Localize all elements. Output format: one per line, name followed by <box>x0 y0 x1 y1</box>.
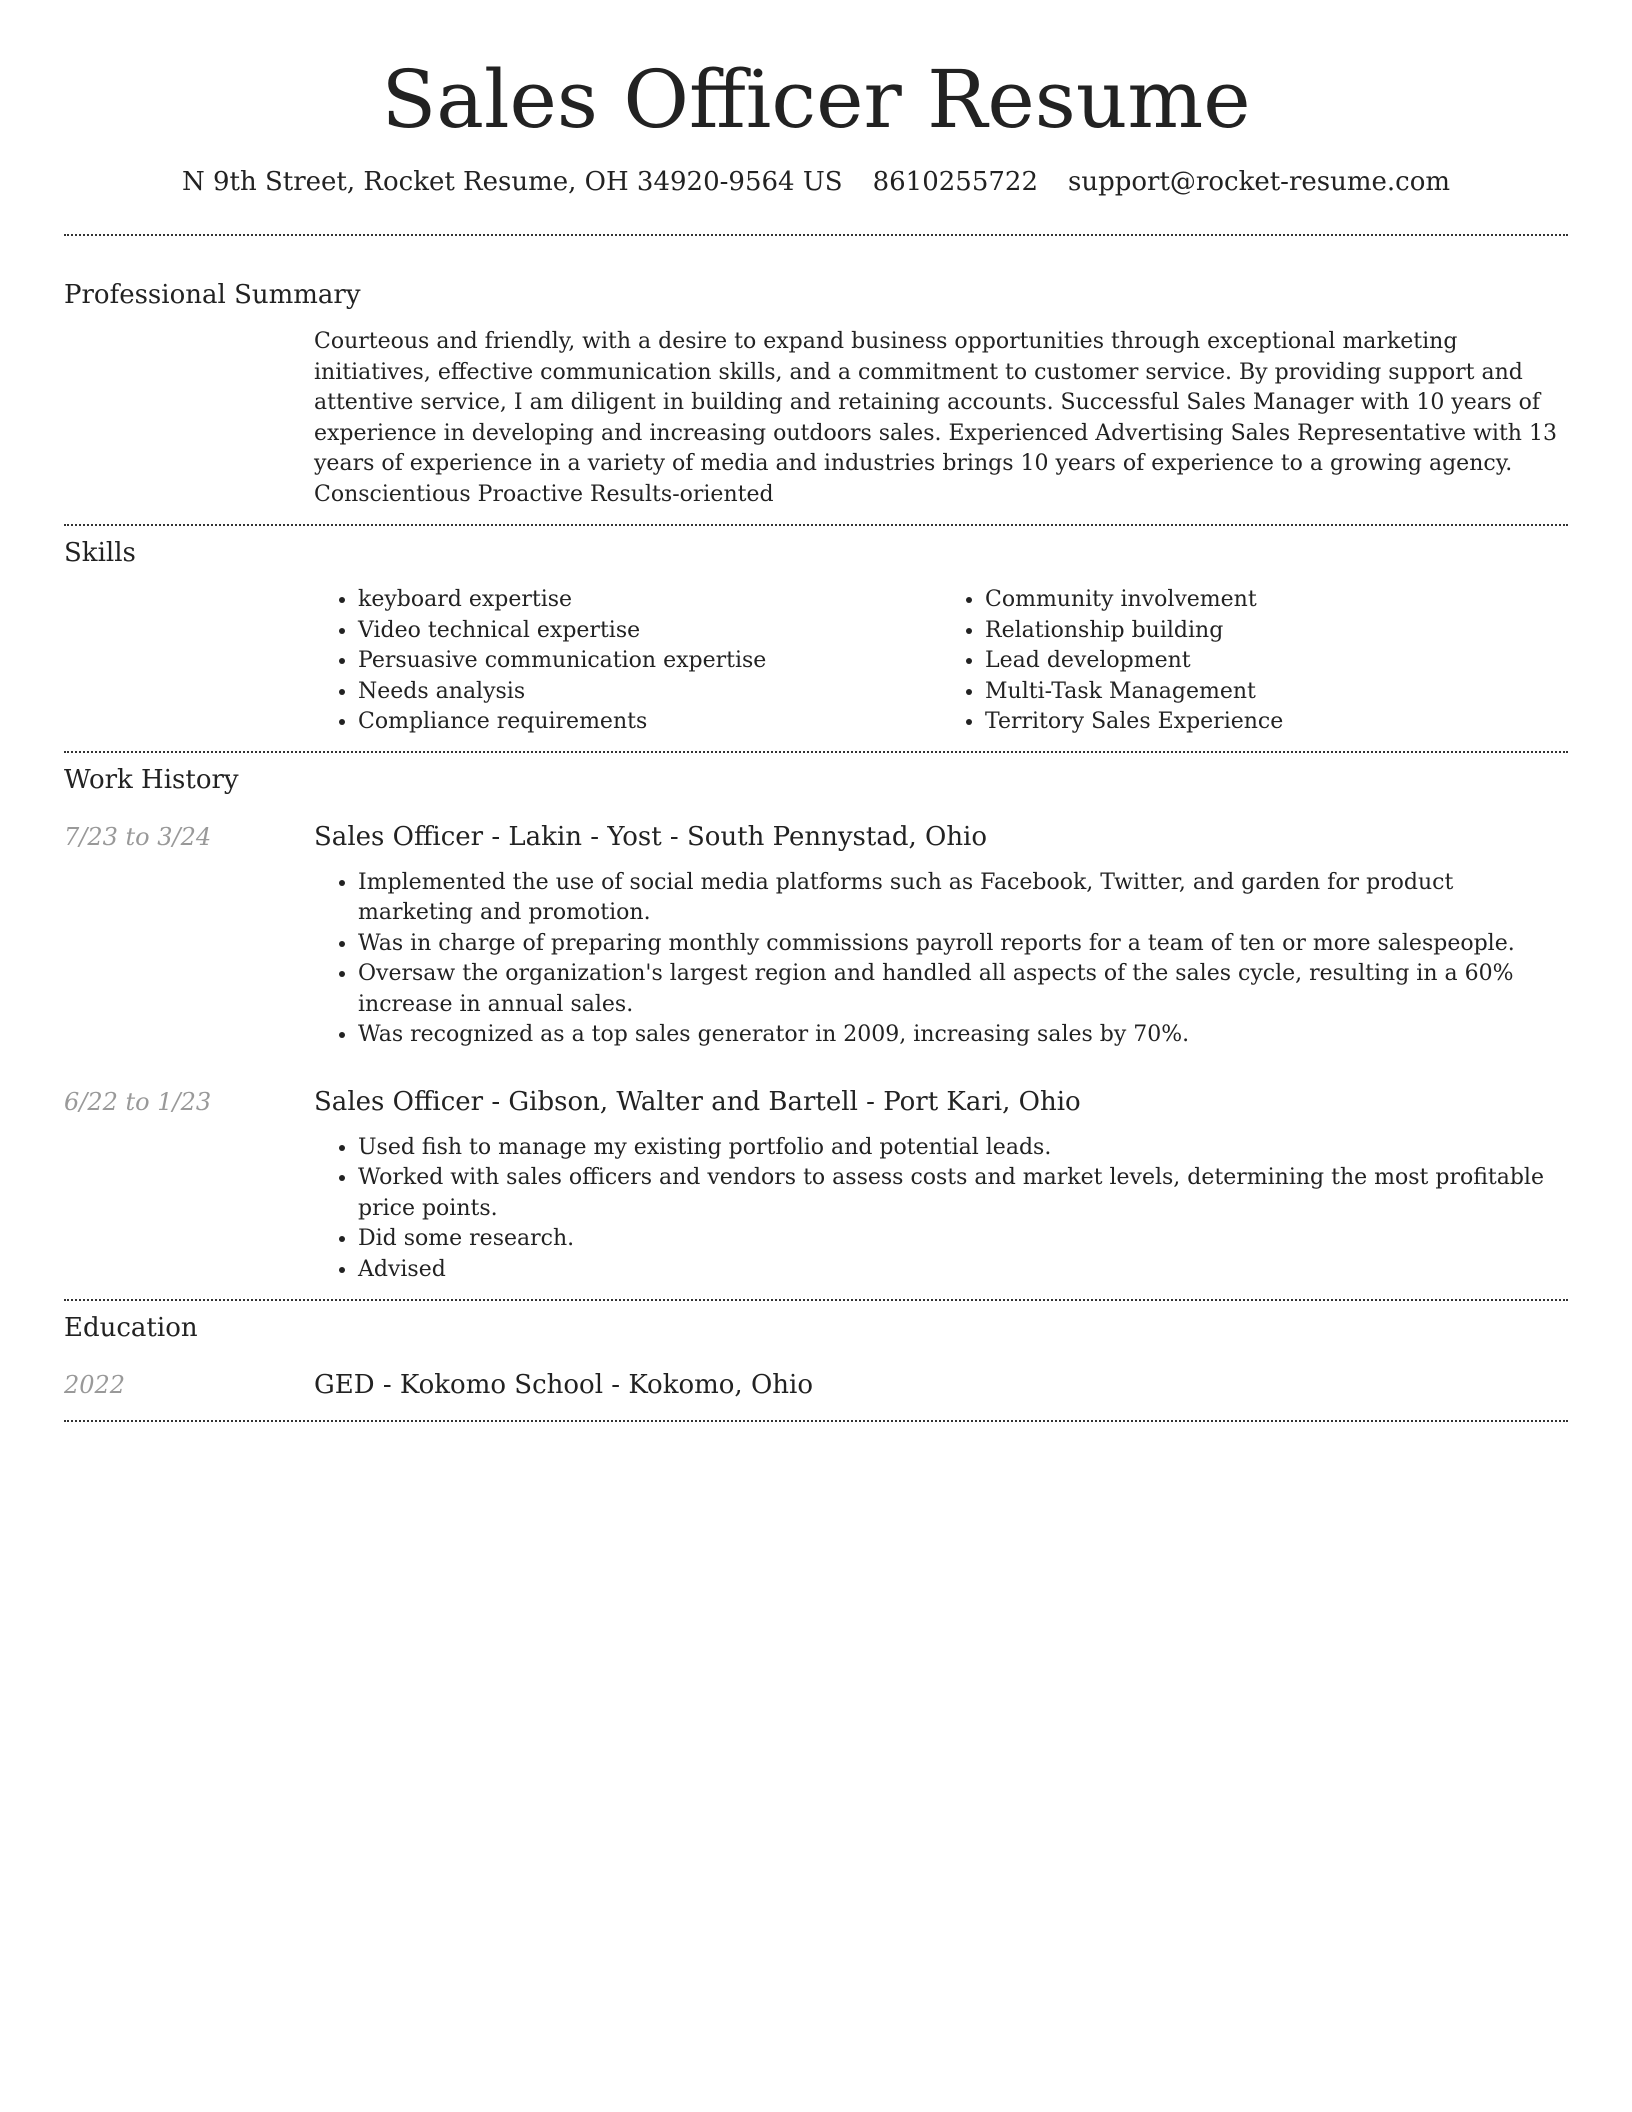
education-year: 2022 <box>64 1371 126 1399</box>
education-heading: Education <box>64 1313 198 1343</box>
skill-item: • Multi-Task Management <box>985 677 1568 708</box>
header-divider <box>64 234 1568 236</box>
job-dates: 7/23 to 3/24 <box>64 822 212 851</box>
resume-title: Sales Officer Resume <box>381 53 1251 146</box>
work-section <box>64 763 1568 1286</box>
job-dates: 6/22 to 1/23 <box>64 1087 212 1116</box>
education-title: GED - Kokomo School - Kokomo, Ohio <box>314 1370 813 1400</box>
skill-item: • Lead development <box>985 646 1568 677</box>
skills-divider <box>64 751 1568 753</box>
job-bullet: • Was in charge of preparing monthly commissions payroll reports for a team of ten or more salespeople. <box>358 929 1568 960</box>
skill-item: • Relationship building <box>985 616 1568 647</box>
job-bullet: • Used fish to manage my existing portfolio and potential leads. <box>358 1133 1568 1164</box>
job-bullet: • Was recognized as a top sales generator in 2009, increasing sales by 70%. <box>358 1020 1568 1051</box>
job-bullet: • Implemented the use of social media platforms such as Facebook, Twitter, and garden for product marketing and promotion. <box>358 868 1568 929</box>
contact-address: N 9th Street, Rocket Resume, OH 34920-9564 US <box>181 167 843 197</box>
education-divider <box>64 1420 1568 1422</box>
skills-section <box>64 536 1568 738</box>
skill-item: • Community involvement <box>985 585 1568 616</box>
work-heading: Work History <box>64 764 239 795</box>
summary-divider <box>64 524 1568 526</box>
contact-email: support@rocket-resume.com <box>1068 167 1451 197</box>
work-divider <box>64 1299 1568 1301</box>
skill-item: • Territory Sales Experience <box>985 707 1568 738</box>
job-bullets <box>314 1133 1568 1286</box>
contact-phone: 8610255722 <box>872 167 1039 197</box>
job-entry <box>64 820 1568 1051</box>
skill-item: • keyboard expertise <box>358 585 941 616</box>
job-title: Sales Officer - Lakin - Yost - South Pennystad, Ohio <box>314 821 988 852</box>
skill-item: • Video technical expertise <box>358 616 941 647</box>
summary-section <box>64 278 1568 510</box>
job-bullet: • Worked with sales officers and vendors to assess costs and market levels, determining the most profitable price points. <box>358 1163 1568 1224</box>
contact-line <box>64 164 1568 200</box>
skill-item: • Persuasive communication expertise <box>358 646 941 677</box>
job-bullet: • Advised <box>358 1255 1568 1286</box>
job-bullet: • Did some research. <box>358 1224 1568 1255</box>
summary-text: Courteous and friendly, with a desire to expand business opportunities through exceptional marketing initiatives, effective communication skills, and a commitment to customer service. By providing support and attentive service, I am diligent in building and retaining accounts. Successful Sales Manager with 10 years of experience in developing and increasing outdoors sales. Experienced Advertising Sales Representative with 13 years of experience in a variety of media and industries brings 10 years of experience to a growing agency. Conscientious Proactive Results-oriented <box>314 329 1557 507</box>
education-section <box>64 1311 1568 1402</box>
job-bullet: • Oversaw the organization's largest region and handled all aspects of the sales cycle, resulting in a 60% increase in annual sales. <box>358 959 1568 1020</box>
skills-heading: Skills <box>64 538 136 568</box>
education-entry <box>64 1368 1568 1402</box>
summary-heading: Professional Summary <box>64 280 361 310</box>
skill-item: • Compliance requirements <box>358 707 941 738</box>
job-title: Sales Officer - Gibson, Walter and Bartell - Port Kari, Ohio <box>314 1086 1081 1117</box>
skills-list-right <box>941 585 1568 738</box>
job-bullets <box>314 868 1568 1051</box>
skill-item: • Needs analysis <box>358 677 941 708</box>
job-entry <box>64 1085 1568 1286</box>
skills-list-left <box>314 585 941 738</box>
